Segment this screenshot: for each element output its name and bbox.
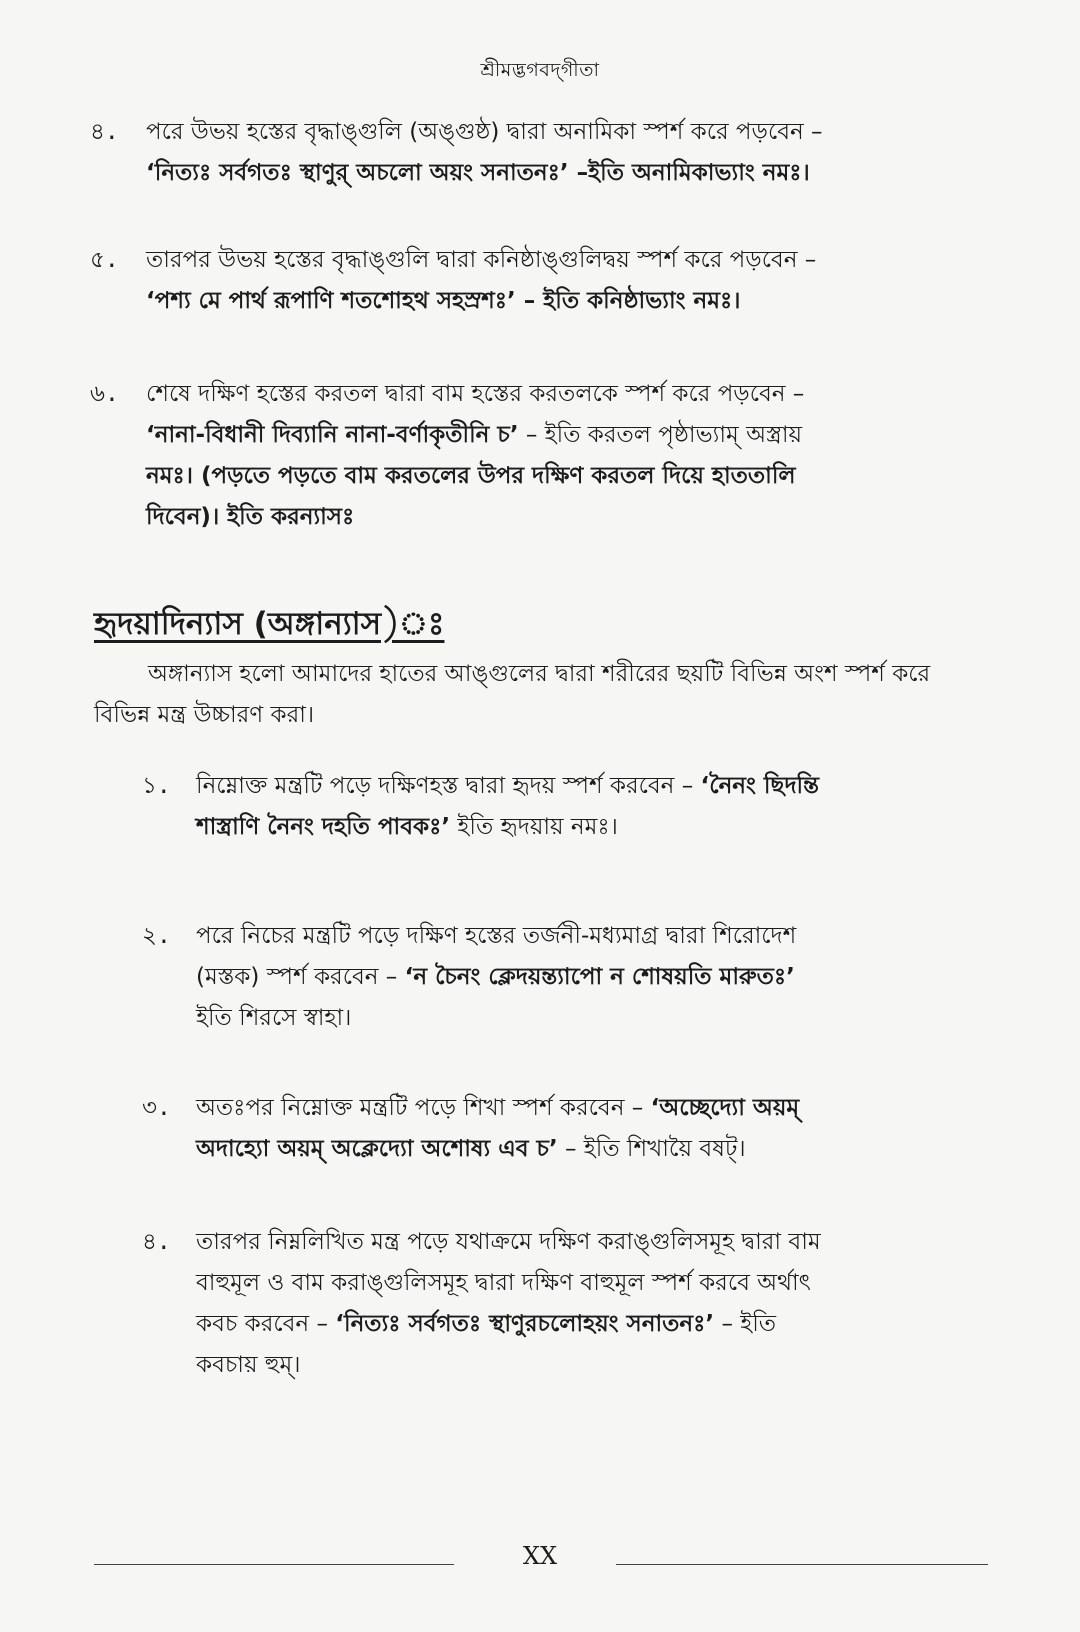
list-item — [90, 112, 990, 194]
item-line: বাহুমূল ও বাম করাঙ্গুলিসমূহ দ্বারা দক্ষিণ বাহুমূল স্পর্শ করবে অর্থাৎ — [196, 1270, 811, 1296]
item-line: শেষে দক্ষিণ হস্তের করতল দ্বারা বাম হস্তের করতলকে স্পর্শ করে পড়বেন – — [146, 381, 805, 407]
mantra-text: শাস্ত্রাণি নৈনং দহতি পাবকঃ’ — [196, 814, 451, 840]
item-line: দিবেন)। ইতি করন্যাসঃ — [146, 504, 355, 530]
item-line: পরে নিচের মন্ত্রটি পড়ে দক্ষিণ হস্তের তর্জনী-মধ্যমাগ্র দ্বারা শিরোদেশ — [196, 923, 797, 949]
item-text: (মস্তক) স্পর্শ করবেন – — [196, 964, 405, 990]
list-item — [90, 240, 990, 322]
item-line: পরে উভয় হস্তের বৃদ্ধাঙ্গুলি (অঙ্গুষ্ঠ) দ্বারা অনামিকা স্পর্শ করে পড়বেন – — [146, 119, 823, 145]
item-text: অতঃপর নিম্নোক্ত মন্ত্রটি পড়ে শিখা স্পর্শ করবেন – — [196, 1095, 651, 1121]
mantra-text: ‘নানা-বিধানী দিব্যানি নানা-বর্ণাকৃতীনি চ’ — [146, 422, 519, 448]
item-text: – ইতি — [714, 1311, 777, 1337]
page-number: XX — [522, 1542, 558, 1570]
mantra-line: ‘নিত্যঃ সর্বগতঃ স্থাণুর্‌ অচলো অয়ং সনাতনঃ’ –ইতি অনামিকাভ্যাং নমঃ। — [146, 160, 810, 186]
mantra-text: ‘ন চৈনং ক্লেদয়ন্ত্যাপো ন শোষয়তি মারুতঃ’ — [404, 964, 795, 990]
item-line: তারপর নিম্নলিখিত মন্ত্র পড়ে যথাক্রমে দক্ষিণ করাঙ্গুলিসমূহ দ্বারা বাম — [196, 1229, 821, 1255]
item-line — [142, 1304, 990, 1345]
item-line: ইতি শিরসে স্বাহা। — [196, 1005, 352, 1031]
running-head: শ্রীমদ্ভগবদ্‌গীতা — [480, 59, 600, 81]
item-text: নিম্নোক্ত মন্ত্রটি পড়ে দক্ষিণহস্ত দ্বারা হৃদয় স্পর্শ করবেন – — [196, 773, 701, 799]
item-number: ২. — [142, 923, 171, 949]
list-item — [90, 374, 990, 538]
item-number: ৪. — [142, 1229, 171, 1255]
item-line: কবচায় হুম্‌। — [196, 1352, 301, 1378]
intro-paragraph: অঙ্গান্যাস হলো আমাদের হাতের আঙ্গুলের দ্বারা শরীরের ছয়টি বিভিন্ন অংশ স্পর্শ করে বিভিন্ন মন্ত্র উচ্চারণ করা। — [94, 661, 931, 728]
section-heading: হৃদয়াদিন্যাস (অঙ্গান্যাস)ঃ — [94, 606, 445, 642]
item-line — [142, 766, 990, 807]
mantra-line: ‘পশ্য মে পার্থ রূপাণি শতশোহথ সহস্রশঃ’ – ইতি কনিষ্ঠাভ্যাং নমঃ। — [146, 288, 741, 314]
item-number: ৪. — [90, 119, 119, 145]
item-number: ৫. — [90, 247, 119, 273]
footer-rule-right — [616, 1564, 988, 1565]
list-item — [142, 1222, 990, 1386]
page-footer — [0, 1536, 1080, 1576]
mantra-text: ‘নৈনং ছিদন্তি — [700, 773, 819, 799]
item-line: নমঃ। (পড়তে পড়তে বাম করতলের উপর দক্ষিণ করতল দিয়ে হাততালি — [146, 463, 796, 489]
list-item — [142, 1088, 990, 1170]
item-line — [90, 415, 990, 456]
item-number: ৩. — [142, 1095, 171, 1121]
mantra-text: ‘নিত্যঃ সর্বগতঃ স্থাণুরচলোহয়ং সনাতনঃ’ — [335, 1311, 715, 1337]
list-item — [142, 916, 990, 1039]
item-text: – ইতি শিখায়ৈ বষট্‌। — [557, 1136, 746, 1162]
item-line — [142, 1129, 990, 1170]
list-item — [142, 766, 990, 848]
item-number: ১. — [142, 773, 171, 799]
item-text: – ইতি করতল পৃষ্ঠাভ্যাম্‌ অস্ত্রায় — [518, 422, 803, 448]
mantra-text: অদাহ্যো অয়ম্‌ অক্লেদ্যো অশোষ্য এব চ’ — [196, 1136, 558, 1162]
item-text: কবচ করবেন – — [196, 1311, 336, 1337]
item-line — [142, 1088, 990, 1129]
item-line: তারপর উভয় হস্তের বৃদ্ধাঙ্গুলি দ্বারা কনিষ্ঠাঙ্গুলিদ্বয় স্পর্শ করে পড়বেন – — [146, 247, 817, 273]
mantra-text: ‘অচ্ছেদ্যো অয়ম্‌ — [650, 1095, 800, 1121]
item-line — [142, 957, 990, 998]
item-line — [142, 807, 990, 848]
item-number: ৬. — [90, 381, 119, 407]
item-text: ইতি হৃদয়ায় নমঃ। — [450, 814, 618, 840]
